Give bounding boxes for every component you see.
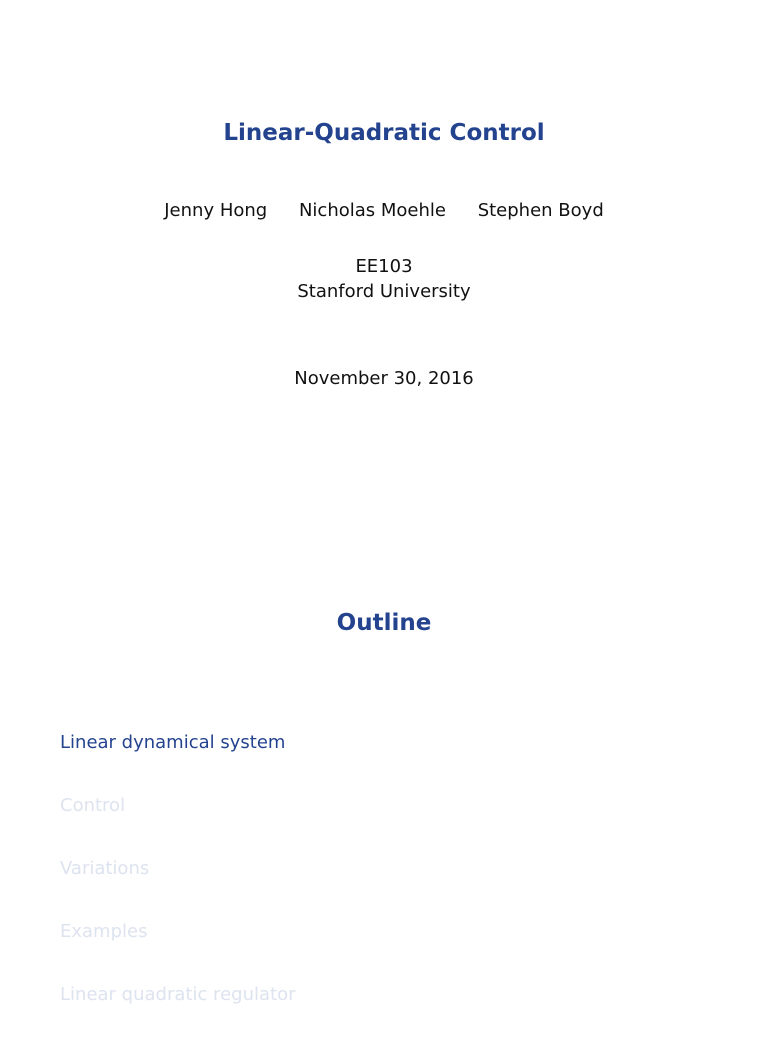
outline-list [60,730,295,1045]
author-name: Stephen Boyd [477,200,604,221]
outline-item: Linear quadratic regulator [60,984,296,1005]
slide-title: Linear-Quadratic Control [223,120,545,146]
institution: Stanford University [297,281,471,302]
author-list [0,200,768,221]
course-code: EE103 [355,256,413,277]
outline-item: Variations [60,858,150,879]
outline-item: Linear dynamical system [60,732,286,753]
author-name: Jenny Hong [164,200,268,221]
outline-item: Examples [60,921,148,942]
outline-item: Control [60,795,126,816]
author-name: Nicholas Moehle [298,200,446,221]
outline-slide [0,512,768,1024]
title-slide [0,0,768,512]
outline-title: Outline [336,610,432,636]
course-info [0,254,768,304]
slide-date: November 30, 2016 [294,368,474,389]
